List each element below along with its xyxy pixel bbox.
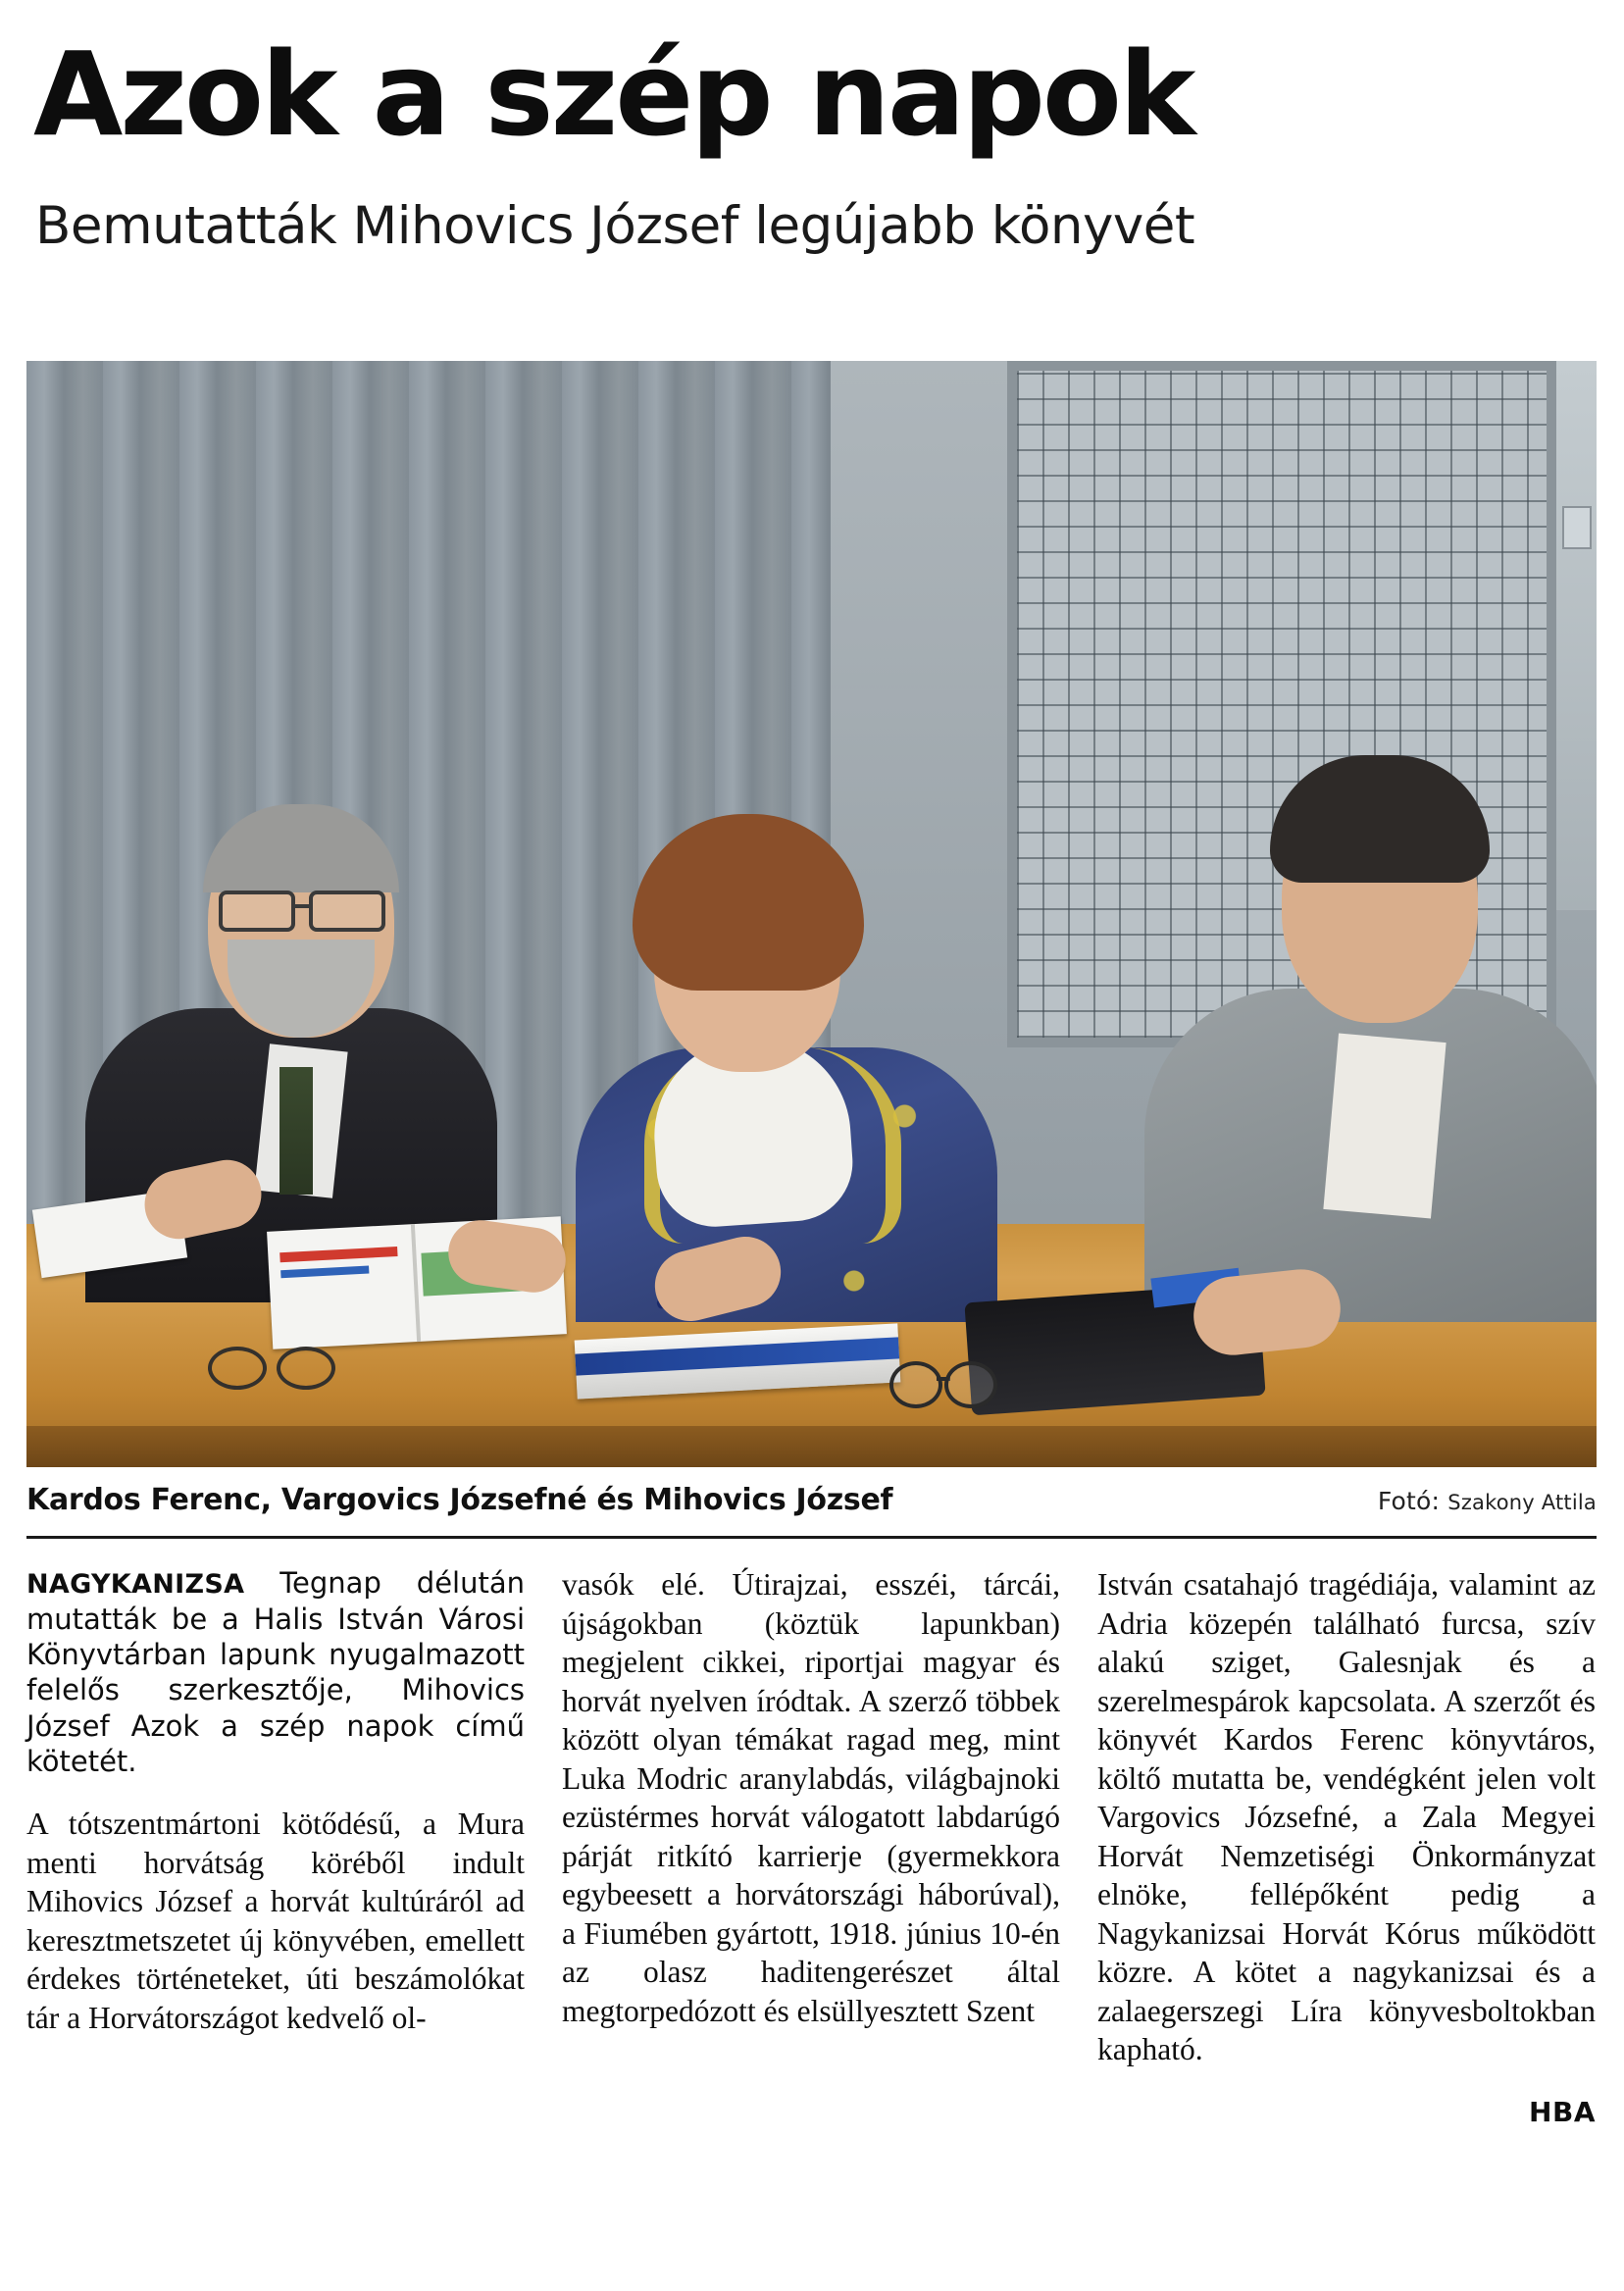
eyeglasses-icon [219, 891, 385, 924]
column-2 [562, 1565, 1060, 2129]
person-right-shirt [1323, 1034, 1446, 1219]
photo-credit [1378, 1487, 1597, 1515]
eyeglasses-on-table-icon [889, 1361, 997, 1406]
photo-scene [26, 361, 1597, 1467]
lead-paragraph [26, 1565, 525, 1779]
wall-panel [1556, 361, 1597, 910]
person-left-tie [279, 1067, 313, 1195]
eyeglasses-left-table-icon [208, 1347, 335, 1386]
table-edge [26, 1426, 1597, 1467]
column-3 [1097, 1565, 1596, 2129]
byline-initials: HBA [1529, 2095, 1596, 2128]
column-3-paragraph: István csatahajó tragédiája, valamint az Adria közepén található furcsa, szív alakú sziget, Galesnjak és a szerelmespárok kapcsolata. A szerzőt és könyvét Kardos Ferenc könyvtáros, költő mutatta be, vendégként jelen volt Vargovics Józsefné, a Zala Megyei Horvát Nemzetiségi Önkormányzat elnöke, fellépőként pedig a Nagykanizsai Horvát Kórus működött közre. A kötet a nagykanizsai és a zalaegerszegi Líra könyvesboltokban kapható. [1097, 1567, 1596, 2067]
photo-caption: Kardos Ferenc, Vargovics Józsefné és Mihovics József [26, 1483, 893, 1517]
photo-credit-name: Szakony Attila [1447, 1491, 1597, 1514]
dateline: NAGYKANIZSA [26, 1569, 245, 1600]
photo-credit-label: Fotó: [1377, 1487, 1441, 1515]
subheadline: Bemutatták Mihovics József legújabb könyvét [35, 196, 1195, 257]
column-1 [26, 1565, 525, 2129]
article-body [26, 1565, 1597, 2129]
column-2-paragraph: vasók elé. Útirajzai, esszéi, tárcái, újságokban (köztük lapunkban) megjelent cikkei, riportjai magyar és horvát nyelven íródtak. A szerző többek között olyan témákat ragad meg, mint Luka Modric aranylabdás, világbajnoki ezüstérmes horvát válogatott labdarúgó párját ritkító karrierje (gyermekkora egybeesett a horvátországi háborúval), a Fiumében gyártott, 1918. június 10-én az olasz haditengerészet által megtorpedózott és elsüllyesztett Szent [562, 1567, 1060, 2028]
photo-caption-row [26, 1483, 1597, 1517]
article-photo [26, 361, 1597, 1467]
page-title: Azok a szép napok [33, 26, 1193, 162]
lead-text: Tegnap délután mutatták be a Halis István Városi Könyvtárban lapunk nyugalmazott felelős szerkesztője, Mihovics József Azok a szép napok című kötetét. [26, 1566, 525, 1778]
column-1-paragraph: A tótszentmártoni kötődésű, a Mura menti horvátság köréből indult Mihovics József a horvát kultúráról ad keresztmetszetet új könyvében, emellett érdekes történeteket, úti beszámolókat tár a Horvátországot kedvelő ol- [26, 1807, 525, 2035]
section-divider [26, 1536, 1597, 1539]
light-switch [1562, 506, 1592, 549]
